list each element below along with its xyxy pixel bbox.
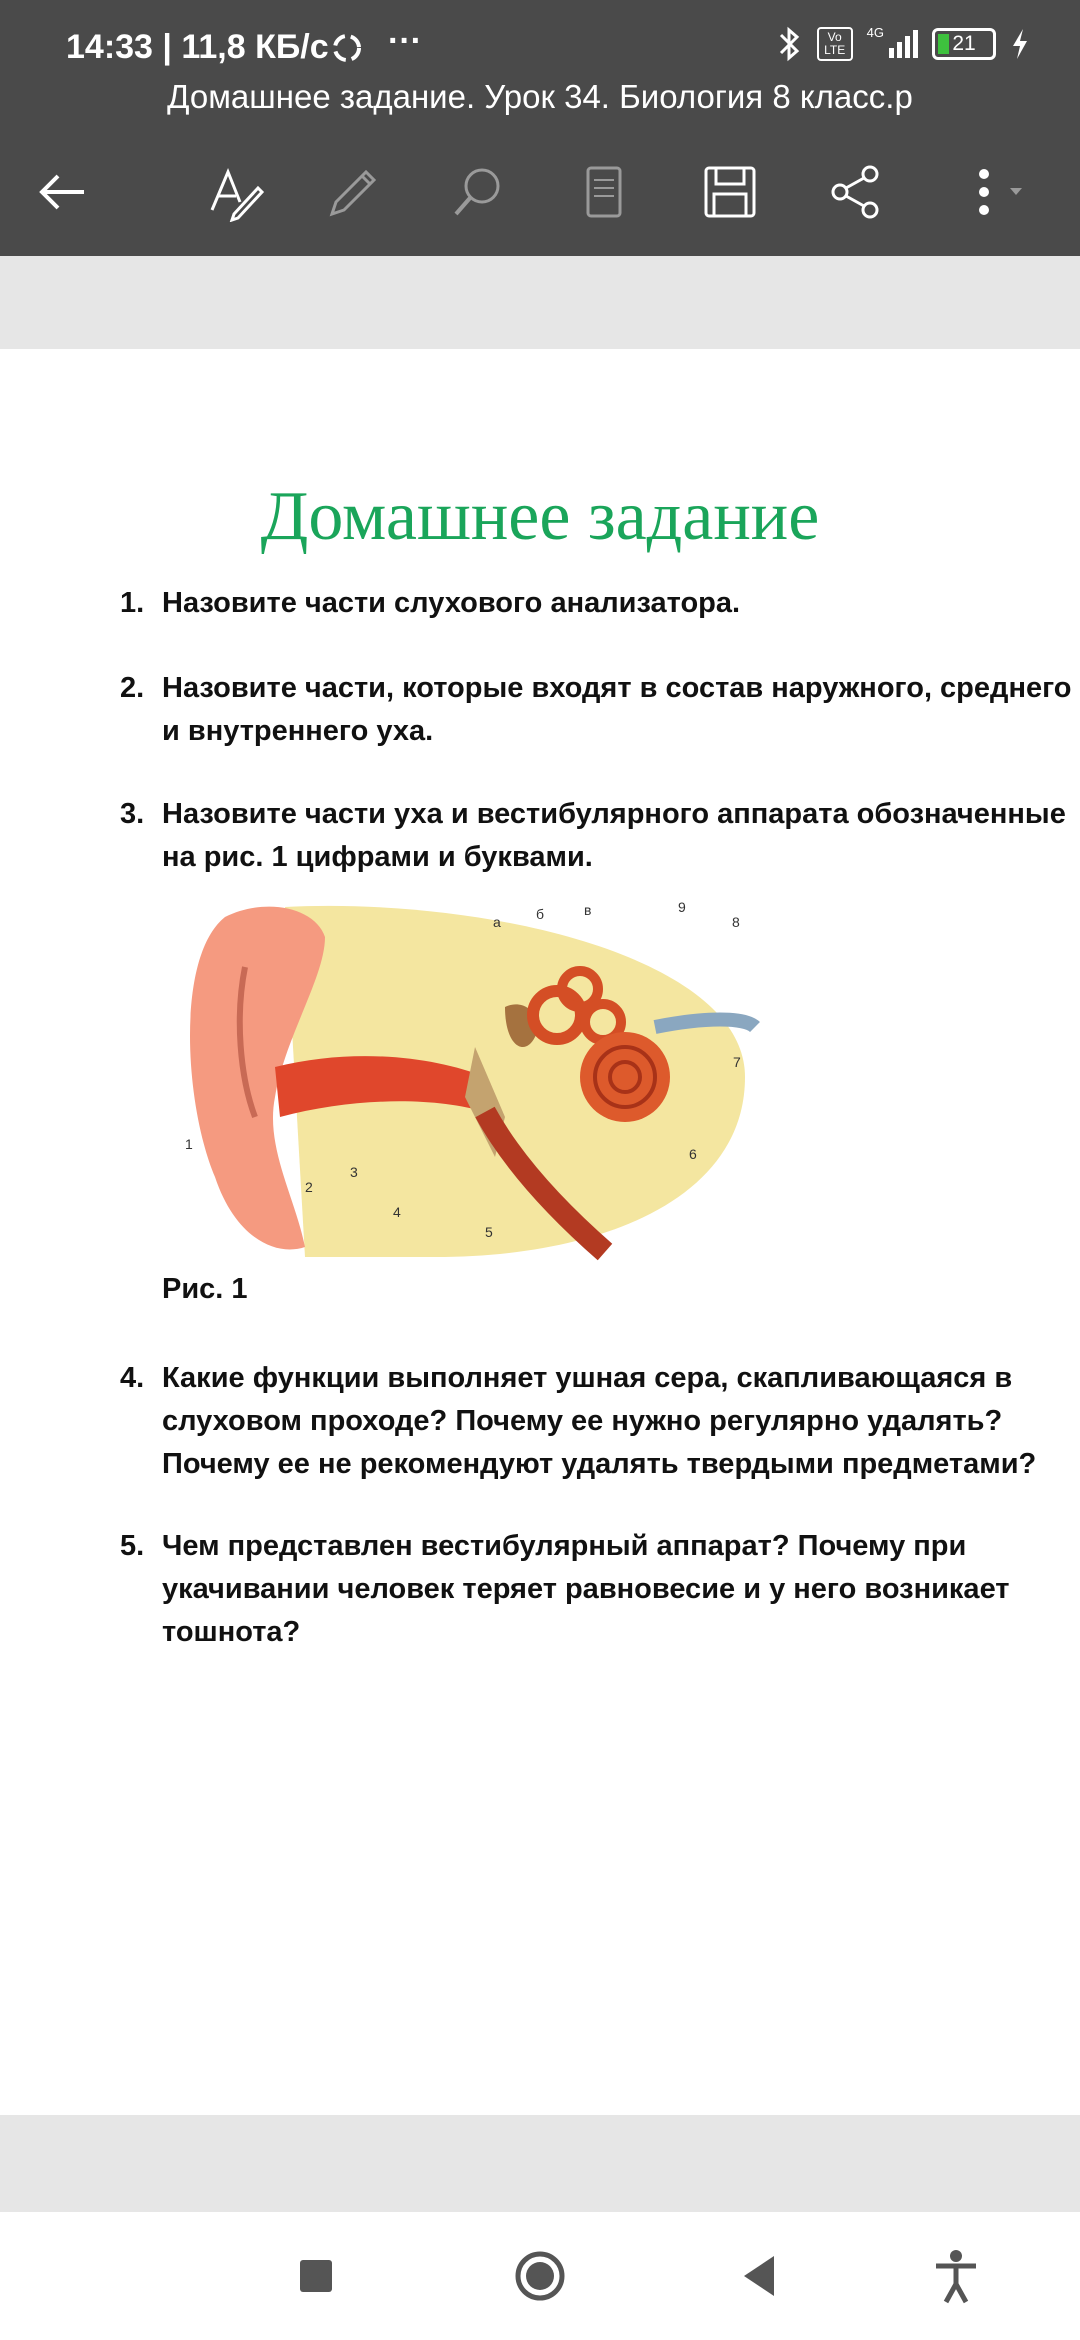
share-icon[interactable] bbox=[826, 162, 886, 222]
status-time: 14:33 | 11,8 КБ/с bbox=[66, 28, 329, 66]
navigation-bar bbox=[0, 2212, 1080, 2340]
recent-apps-icon[interactable] bbox=[284, 2244, 348, 2308]
more-vert-icon[interactable] bbox=[962, 162, 1042, 222]
volte-icon: Vo LTE bbox=[817, 27, 853, 61]
search-icon[interactable] bbox=[448, 162, 508, 222]
back-arrow-icon[interactable] bbox=[32, 162, 92, 222]
sync-icon bbox=[326, 30, 368, 66]
page-heading: Домашнее задание bbox=[260, 478, 820, 555]
svg-text:9: 9 bbox=[678, 899, 686, 915]
phone-view-icon[interactable] bbox=[574, 162, 634, 222]
toolbar bbox=[0, 128, 1080, 256]
figure-caption: Рис. 1 bbox=[162, 1273, 248, 1305]
svg-text:а: а bbox=[493, 914, 501, 930]
ear-anatomy-figure bbox=[185, 897, 785, 1267]
status-icons bbox=[775, 26, 1030, 62]
document-title: Домашнее задание. Урок 34. Биология 8 класс.р bbox=[0, 78, 1080, 128]
svg-text:б: б bbox=[536, 906, 545, 922]
more-notifications-icon: ··· bbox=[388, 22, 422, 60]
home-icon[interactable] bbox=[508, 2244, 572, 2308]
svg-text:8: 8 bbox=[732, 914, 740, 930]
pencil-icon[interactable] bbox=[322, 162, 382, 222]
svg-text:1: 1 bbox=[185, 1136, 193, 1152]
charging-icon bbox=[1010, 27, 1030, 61]
signal-icon: 4G bbox=[867, 30, 918, 58]
svg-text:в: в bbox=[584, 902, 592, 918]
bluetooth-icon bbox=[775, 26, 803, 62]
svg-text:5: 5 bbox=[485, 1224, 493, 1240]
accessibility-icon[interactable] bbox=[924, 2244, 988, 2308]
document-page: Домашнее задание 1. Назовите части слухового анализатора. 2. Назовите части, которые входят в состав наружного, среднего и внутреннего уха. 3. Назовите части уха и вестибулярного аппарата обозначенные на рис. 1 цифрами и буквами. 1 2 3 4 5 6 7 8 9 а б в Рис. 1 4. Какие функции выполняет ушная сера, скапливающаяся в слуховом проходе? Почему ее нужно регулярно удалять? Почему ее не рекомендуют удалять твердыми предметами? 5. Чем представлен вестибулярный аппарат? Почему при укачивании человек теряет равновесие и у него возникает тошнота? bbox=[0, 349, 1080, 2115]
svg-text:3: 3 bbox=[350, 1164, 358, 1180]
svg-text:2: 2 bbox=[305, 1179, 313, 1195]
battery-icon: 21 bbox=[932, 28, 996, 60]
back-icon[interactable] bbox=[728, 2244, 792, 2308]
svg-text:4: 4 bbox=[393, 1204, 401, 1220]
svg-text:7: 7 bbox=[733, 1054, 741, 1070]
text-edit-icon[interactable] bbox=[206, 162, 266, 222]
save-icon[interactable] bbox=[700, 162, 760, 222]
svg-text:6: 6 bbox=[689, 1146, 697, 1162]
